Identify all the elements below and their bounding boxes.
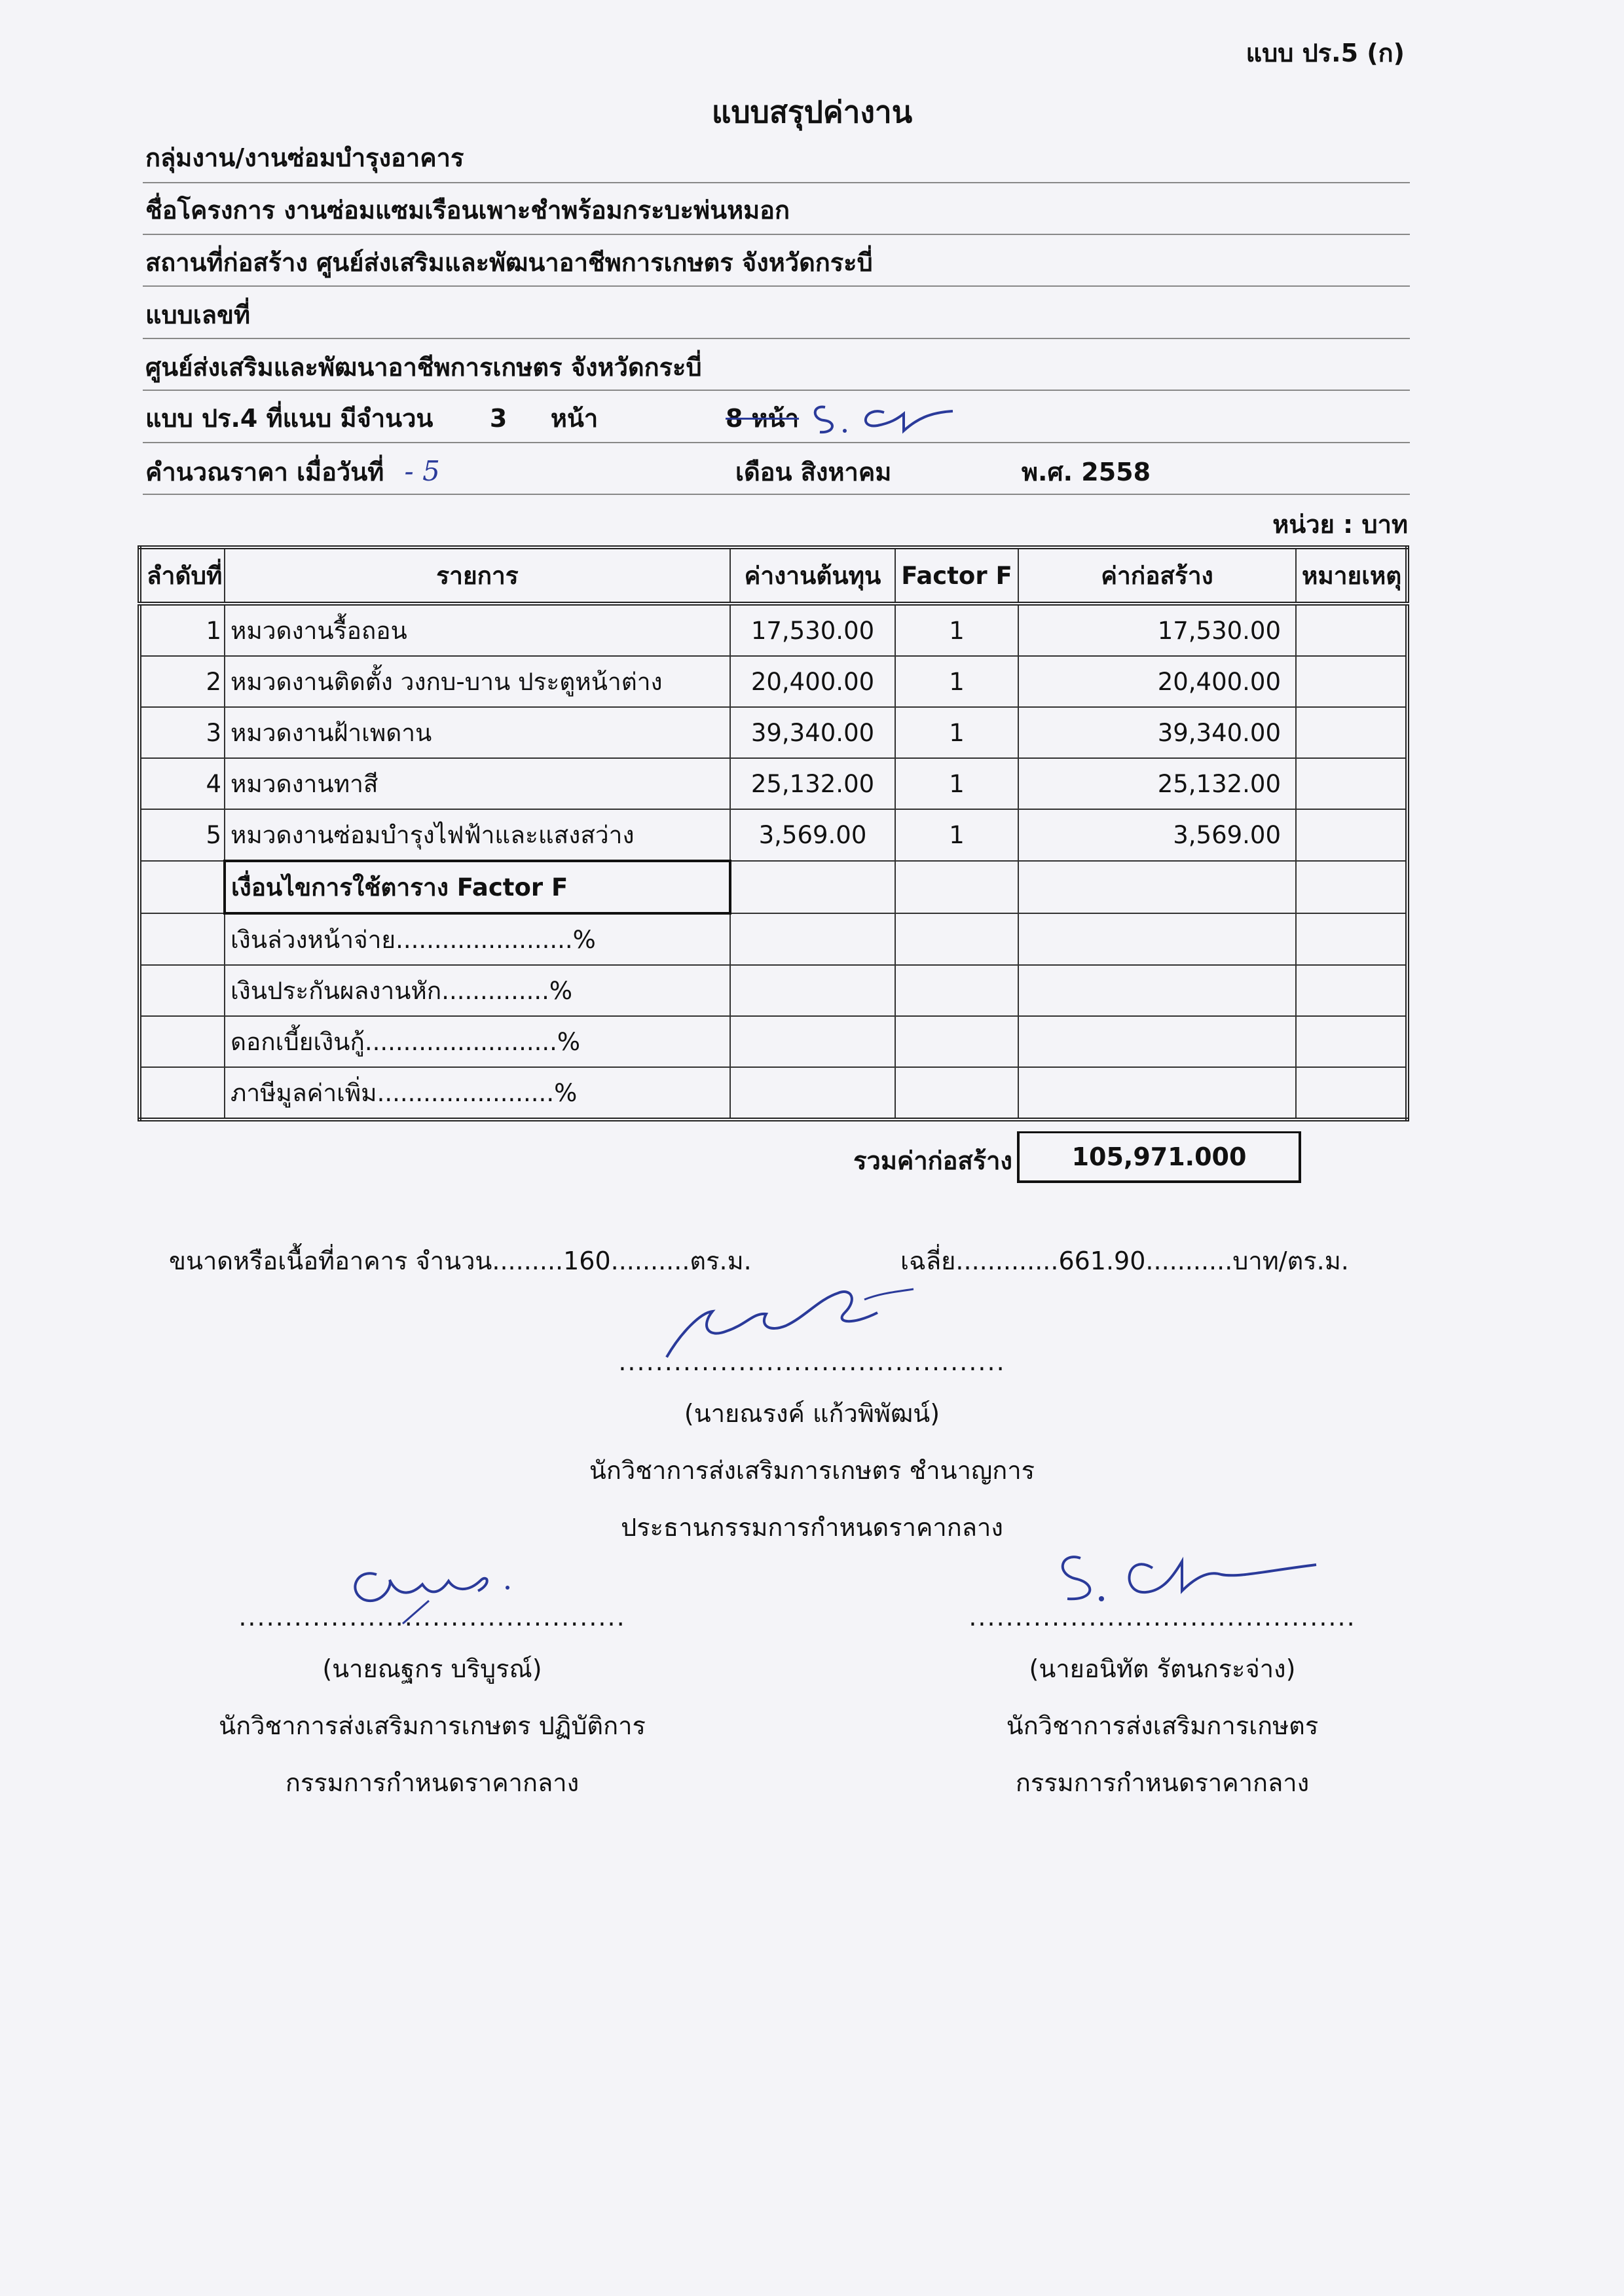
chair-position: นักวิชาการส่งเสริมการเกษตร ชำนาญการ — [589, 1456, 1035, 1485]
table-header-row — [139, 547, 1407, 604]
project-line: ชื่อโครงการ งานซ่อมแซมเรือนเพาะชำพร้อมกระบะพ่นหมอก — [145, 196, 790, 225]
row-remark — [1296, 707, 1407, 758]
row-no: 3 — [139, 707, 225, 758]
col-header-item: รายการ — [225, 547, 730, 604]
conditions-title-row — [139, 861, 1407, 913]
row-cost: 17,530.00 — [730, 604, 895, 656]
attachment-correction — [726, 398, 799, 438]
condition-row — [139, 913, 1407, 965]
member2-name: (นายอนิทัต รัตนกระจ่าง) — [1029, 1654, 1296, 1683]
chair-signature-block — [570, 1347, 1054, 1564]
table-row — [139, 656, 1407, 707]
table-row — [139, 758, 1407, 809]
table-row — [139, 809, 1407, 861]
row-item: หมวดงานติดตั้ง วงกบ-บาน ประตูหน้าต่าง — [225, 656, 730, 707]
row-item: หมวดงานซ่อมบำรุงไฟฟ้าและแสงสว่าง — [225, 809, 730, 861]
table-row — [139, 604, 1407, 656]
divider — [143, 234, 1410, 235]
row-remark — [1296, 758, 1407, 809]
row-no: 2 — [139, 656, 225, 707]
conditions-title: เงื่อนไขการใช้ตาราง Factor F — [225, 861, 730, 913]
corrected-page-count: 8 หน้า — [726, 404, 800, 433]
member1-role: กรรมการกำหนดราคากลาง — [285, 1768, 580, 1797]
attachment-unit: หน้า — [550, 404, 599, 433]
divider — [143, 390, 1410, 391]
member2-position: นักวิชาการส่งเสริมการเกษตร — [1006, 1711, 1319, 1740]
condition-row — [139, 1067, 1407, 1120]
attachment-count: 3 — [489, 404, 507, 433]
row-construction: 20,400.00 — [1018, 656, 1296, 707]
row-item: หมวดงานทาสี — [225, 758, 730, 809]
chair-role: ประธานกรรมการกำหนดราคากลาง — [621, 1513, 1003, 1542]
row-factor: 1 — [895, 707, 1018, 758]
condition-row — [139, 1016, 1407, 1067]
divider — [143, 338, 1410, 339]
divider — [143, 182, 1410, 183]
signature-line: .......................................... — [618, 1347, 1006, 1376]
row-remark — [1296, 656, 1407, 707]
divider — [143, 494, 1410, 495]
attachment-prefix: แบบ ปร.4 ที่แนบ มีจำนวน — [145, 404, 434, 433]
month-label: เดือน สิงหาคม — [735, 458, 892, 486]
row-construction: 25,132.00 — [1018, 758, 1296, 809]
divider — [143, 442, 1410, 443]
row-remark — [1296, 809, 1407, 861]
member1-signature-block — [177, 1603, 688, 1819]
calc-day-handwritten: ‑ 5 — [404, 455, 440, 487]
unit-label: หน่วย : บาท — [1272, 510, 1408, 539]
building-area: ขนาดหรือเนื้อที่อาคาร จำนวน.........160..........ตร.ม. — [169, 1247, 752, 1275]
condition-interest: ดอกเบี้ยเงินกู้.........................% — [225, 1016, 730, 1067]
member2-signature-block — [907, 1603, 1418, 1819]
row-construction: 39,340.00 — [1018, 707, 1296, 758]
divider — [143, 285, 1410, 287]
row-item: หมวดงานฝ้าเพดาน — [225, 707, 730, 758]
form-code: แบบ ปร.5 (ก) — [1246, 39, 1405, 67]
condition-retention: เงินประกันผลงานหัก..............% — [225, 965, 730, 1016]
col-header-remark: หมายเหตุ — [1296, 547, 1407, 604]
condition-vat: ภาษีมูลค่าเพิ่ม.......................% — [225, 1067, 730, 1120]
initials-signature-icon — [805, 393, 963, 439]
row-no: 4 — [139, 758, 225, 809]
row-factor: 1 — [895, 656, 1018, 707]
signature-line: .......................................... — [969, 1603, 1356, 1631]
condition-row — [139, 965, 1407, 1016]
row-item: หมวดงานรื้อถอน — [225, 604, 730, 656]
col-header-factor: Factor F — [895, 547, 1018, 604]
table-row — [139, 707, 1407, 758]
row-no: 1 — [139, 604, 225, 656]
col-header-construction: ค่าก่อสร้าง — [1018, 547, 1296, 604]
row-factor: 1 — [895, 809, 1018, 861]
row-cost: 25,132.00 — [730, 758, 895, 809]
location-line: สถานที่ก่อสร้าง ศูนย์ส่งเสริมและพัฒนาอาชีพการเกษตร จังหวัดกระบี่ — [145, 248, 873, 277]
member1-position: นักวิชาการส่งเสริมการเกษตร ปฏิบัติการ — [219, 1711, 646, 1740]
row-factor: 1 — [895, 604, 1018, 656]
calc-date-line — [145, 452, 440, 492]
year-label: พ.ศ. 2558 — [1022, 458, 1151, 486]
row-cost: 20,400.00 — [730, 656, 895, 707]
member1-name: (นายณฐกร บริบูรณ์) — [322, 1654, 542, 1683]
member2-role: กรรมการกำหนดราคากลาง — [1015, 1768, 1310, 1797]
row-cost: 39,340.00 — [730, 707, 895, 758]
row-cost: 3,569.00 — [730, 809, 895, 861]
row-no: 5 — [139, 809, 225, 861]
total-label: รวมค่าก่อสร้าง — [853, 1146, 1012, 1175]
col-header-cost: ค่างานต้นทุน — [730, 547, 895, 604]
signature-line: .......................................... — [238, 1603, 626, 1631]
plan-number-line: แบบเลขที่ — [145, 301, 251, 329]
average-cost: เฉลี่ย.............661.90...........บาท/ตร.ม. — [900, 1247, 1349, 1275]
col-header-no: ลำดับที่ — [139, 547, 225, 604]
row-construction: 3,569.00 — [1018, 809, 1296, 861]
cost-summary-table — [138, 545, 1409, 1121]
row-factor: 1 — [895, 758, 1018, 809]
row-construction: 17,530.00 — [1018, 604, 1296, 656]
row-remark — [1296, 604, 1407, 656]
agency-line: ศูนย์ส่งเสริมและพัฒนาอาชีพการเกษตร จังหวัดกระบี่ — [145, 353, 702, 382]
condition-advance: เงินล่วงหน้าจ่าย.......................% — [225, 913, 730, 965]
document-title: แบบสรุปค่างาน — [711, 94, 913, 130]
group-line: กลุ่มงาน/งานซ่อมบำรุงอาคาร — [145, 143, 464, 172]
calc-prefix: คำนวณราคา เมื่อวันที่ — [145, 458, 384, 486]
total-value: 105,971.000 — [1017, 1131, 1301, 1183]
attachment-line — [145, 398, 598, 438]
chair-name: (นายณรงค์ แก้วพิพัฒน์) — [684, 1399, 940, 1428]
